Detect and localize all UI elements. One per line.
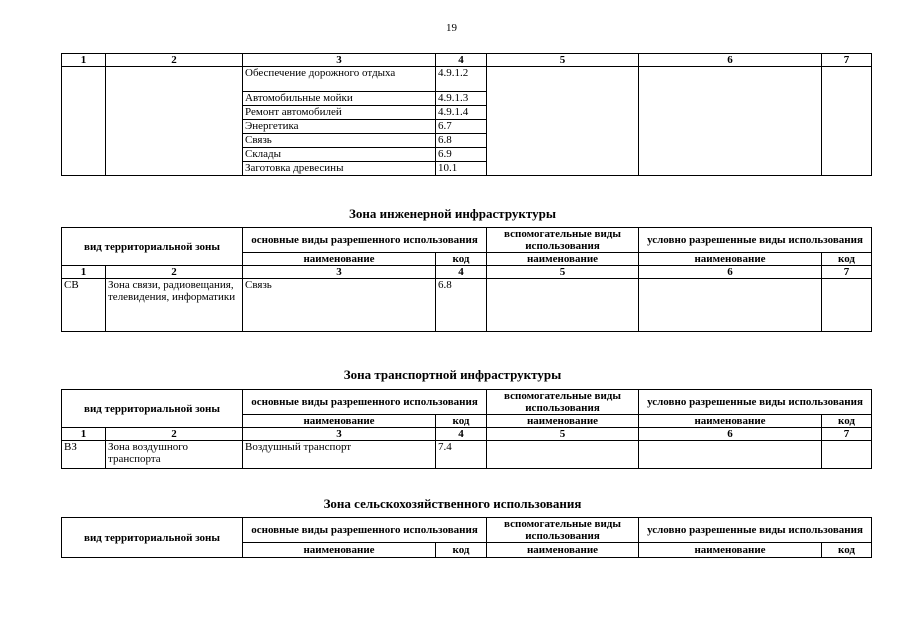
header-name: наименование bbox=[639, 415, 822, 428]
header-aux-uses: вспомогательные виды использования bbox=[487, 390, 639, 415]
page-number: 19 bbox=[446, 22, 457, 34]
zone-table-transport bbox=[61, 389, 872, 469]
col-number: 4 bbox=[436, 428, 487, 441]
zone-abbr: ВЗ bbox=[62, 441, 106, 469]
col-number: 6 bbox=[639, 54, 822, 67]
section-title: Зона инженерной инфраструктуры bbox=[349, 206, 556, 221]
use-name: Автомобильные мойки bbox=[243, 92, 436, 106]
col-number: 5 bbox=[487, 428, 639, 441]
header-code: код bbox=[822, 415, 872, 428]
zone-name: Зона воздушного транспорта bbox=[106, 441, 243, 469]
header-zone-type: вид территориальной зоны bbox=[62, 228, 243, 266]
col-number: 4 bbox=[436, 266, 487, 279]
header-name: наименование bbox=[487, 253, 639, 266]
use-code: 10.1 bbox=[436, 162, 487, 176]
header-name: наименование bbox=[487, 543, 639, 558]
section-title: Зона сельскохозяйственного использования bbox=[323, 496, 582, 511]
use-code: 4.9.1.4 bbox=[436, 106, 487, 120]
header-cond-uses: условно разрешенные виды использования bbox=[639, 390, 872, 415]
use-name: Связь bbox=[243, 134, 436, 148]
header-cond-uses: условно разрешенные виды использования bbox=[639, 518, 872, 543]
header-zone-type: вид территориальной зоны bbox=[62, 390, 243, 428]
zone-abbr: СВ bbox=[62, 279, 106, 332]
header-main-uses: основные виды разрешенного использования bbox=[243, 390, 487, 415]
col-number: 3 bbox=[243, 266, 436, 279]
section-title: Зона транспортной инфраструктуры bbox=[343, 367, 562, 382]
header-aux-uses: вспомогательные виды использования bbox=[487, 228, 639, 253]
header-cond-uses: условно разрешенные виды использования bbox=[639, 228, 872, 253]
use-code: 6.8 bbox=[436, 134, 487, 148]
use-code: 6.9 bbox=[436, 148, 487, 162]
header-name: наименование bbox=[487, 415, 639, 428]
use-code: 6.7 bbox=[436, 120, 487, 134]
header-main-uses: основные виды разрешенного использования bbox=[243, 228, 487, 253]
col-number: 5 bbox=[487, 54, 639, 67]
use-code: 4.9.1.2 bbox=[436, 67, 487, 92]
header-main-uses: основные виды разрешенного использования bbox=[243, 518, 487, 543]
col-number: 5 bbox=[487, 266, 639, 279]
col-number: 1 bbox=[62, 266, 106, 279]
use-name: Ремонт автомобилей bbox=[243, 106, 436, 120]
header-name: наименование bbox=[243, 253, 436, 266]
use-name: Склады bbox=[243, 148, 436, 162]
header-code: код bbox=[822, 543, 872, 558]
use-code: 6.8 bbox=[436, 279, 487, 332]
zone-name: Зона связи, радиовещания, телевидения, информатики bbox=[106, 279, 243, 332]
use-name: Связь bbox=[243, 279, 436, 332]
col-number: 3 bbox=[243, 54, 436, 67]
zone-table-engineering bbox=[61, 227, 872, 332]
header-zone-type: вид территориальной зоны bbox=[62, 518, 243, 558]
col-number: 6 bbox=[639, 428, 822, 441]
col-number: 6 bbox=[639, 266, 822, 279]
use-code: 4.9.1.3 bbox=[436, 92, 487, 106]
header-name: наименование bbox=[243, 543, 436, 558]
col-number: 1 bbox=[62, 54, 106, 67]
header-code: код bbox=[822, 253, 872, 266]
header-name: наименование bbox=[639, 543, 822, 558]
zone-table-agricultural bbox=[61, 517, 872, 558]
top-table bbox=[61, 53, 872, 176]
col-number: 2 bbox=[106, 266, 243, 279]
col-number: 7 bbox=[822, 266, 872, 279]
col-number: 2 bbox=[106, 428, 243, 441]
col-number: 3 bbox=[243, 428, 436, 441]
col-number: 2 bbox=[106, 54, 243, 67]
header-name: наименование bbox=[639, 253, 822, 266]
use-name: Энергетика bbox=[243, 120, 436, 134]
header-code: код bbox=[436, 415, 487, 428]
use-name: Заготовка древесины bbox=[243, 162, 436, 176]
use-code: 7.4 bbox=[436, 441, 487, 469]
table-clip bbox=[0, 517, 905, 565]
col-number: 7 bbox=[822, 54, 872, 67]
col-number: 7 bbox=[822, 428, 872, 441]
col-number: 4 bbox=[436, 54, 487, 67]
col-number: 1 bbox=[62, 428, 106, 441]
use-name: Воздушный транспорт bbox=[243, 441, 436, 469]
header-aux-uses: вспомогательные виды использования bbox=[487, 518, 639, 543]
header-name: наименование bbox=[243, 415, 436, 428]
header-code: код bbox=[436, 253, 487, 266]
header-code: код bbox=[436, 543, 487, 558]
use-name: Обеспечение дорожного отдыха bbox=[243, 67, 436, 92]
